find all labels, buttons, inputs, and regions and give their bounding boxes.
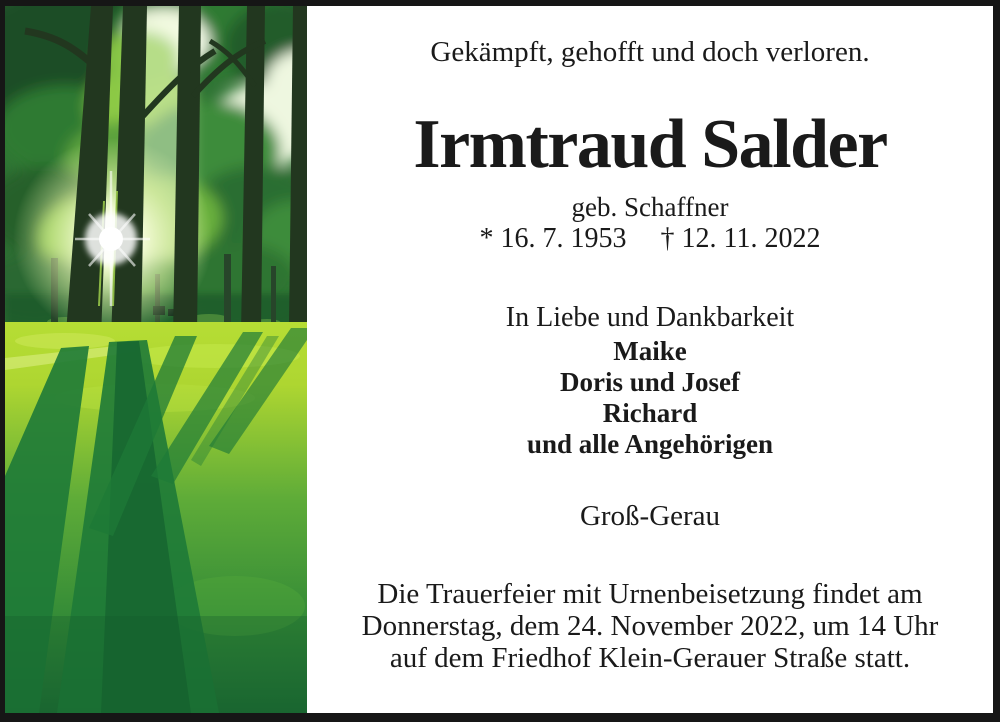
funeral-info-line: auf dem Friedhof Klein-Gerauer Straße statt. (389, 642, 911, 674)
park-sunlight-illustration (5, 6, 307, 713)
funeral-info-line: Die Trauerfeier mit Urnenbeisetzung findet am (377, 578, 923, 610)
death-date: † 12. 11. 2022 (660, 223, 821, 254)
mourner-line: Maike (613, 336, 687, 366)
funeral-info-line: Donnerstag, dem 24. November 2022, um 14 Uhr (361, 610, 939, 642)
maiden-name: geb. Schaffner (571, 192, 729, 222)
notice-text-pane (307, 6, 993, 713)
birth-date: * 16. 7. 1953 (479, 223, 627, 254)
epigraph: Gekämpft, gehofft und doch verloren. (430, 36, 870, 68)
mourner-line: Richard (602, 398, 698, 428)
memorial-photo (5, 6, 307, 713)
deceased-name: Irmtraud Salder (413, 106, 887, 183)
foreground-vignette (5, 616, 307, 713)
notice-paper (5, 6, 993, 713)
life-dates (307, 224, 993, 253)
mourner-line: Doris und Josef (559, 367, 741, 397)
mourner-line: und alle Angehörigen (526, 429, 774, 459)
city-line: Groß-Gerau (579, 500, 721, 532)
tribute-line: In Liebe und Dankbarkeit (505, 302, 795, 333)
